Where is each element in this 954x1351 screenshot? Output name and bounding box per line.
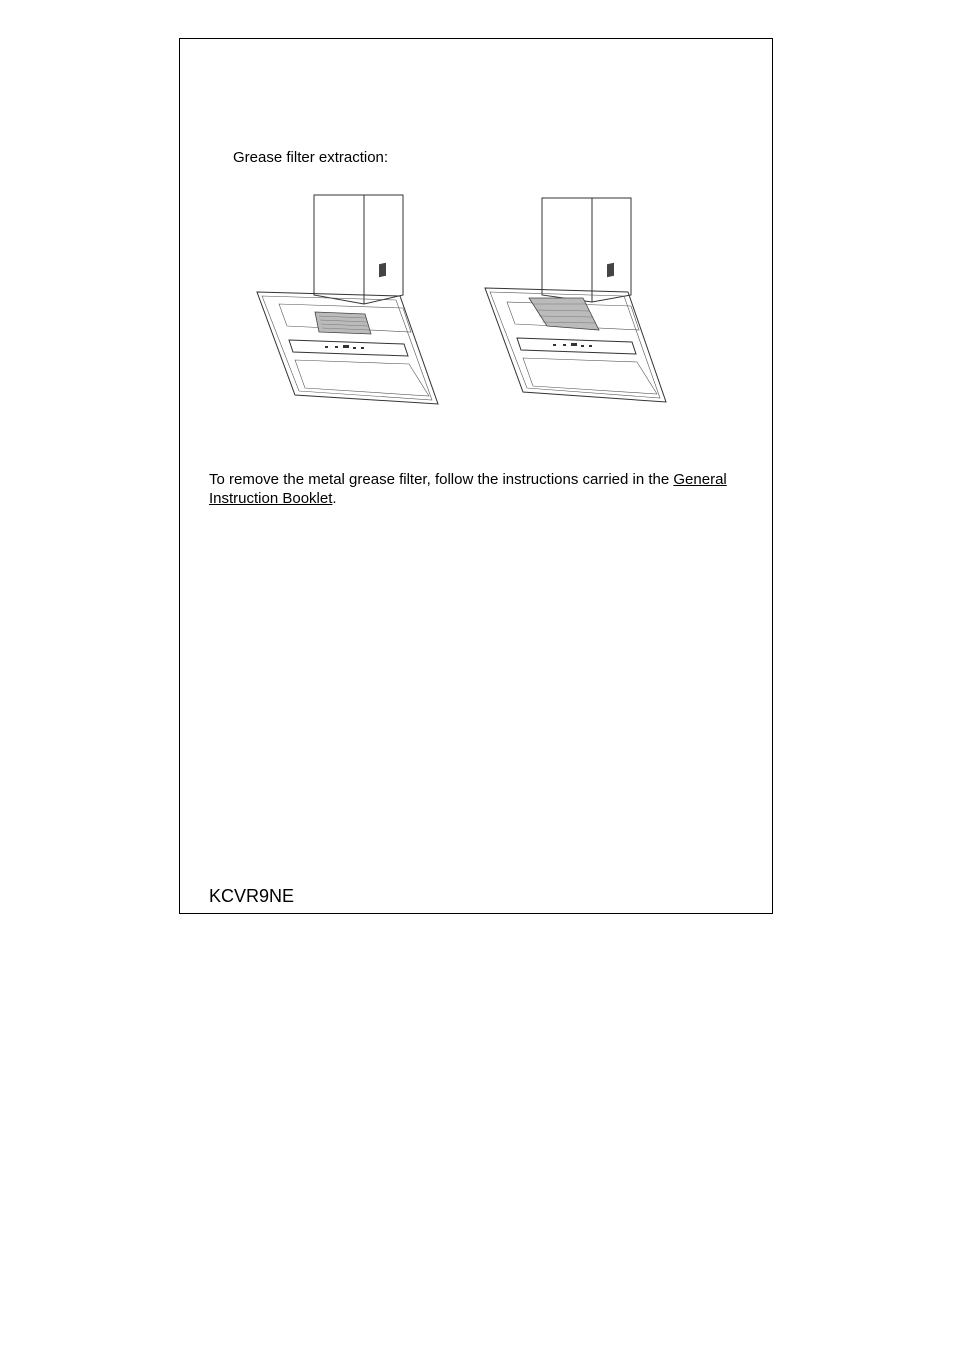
general-instruction-booklet-link[interactable]: General Instruction Booklet bbox=[209, 471, 727, 507]
model-code: KCVR9NE bbox=[209, 886, 295, 906]
cooker-hood-filter-open-illustration bbox=[481, 192, 671, 410]
instruction-text-end: . bbox=[332, 490, 337, 507]
section-heading: Grease filter extraction: bbox=[233, 149, 389, 166]
instruction-paragraph bbox=[209, 470, 749, 508]
cooker-hood-filter-closed-illustration bbox=[253, 192, 443, 410]
instruction-text: To remove the metal grease filter, follow the instructions carried in the bbox=[209, 471, 674, 488]
